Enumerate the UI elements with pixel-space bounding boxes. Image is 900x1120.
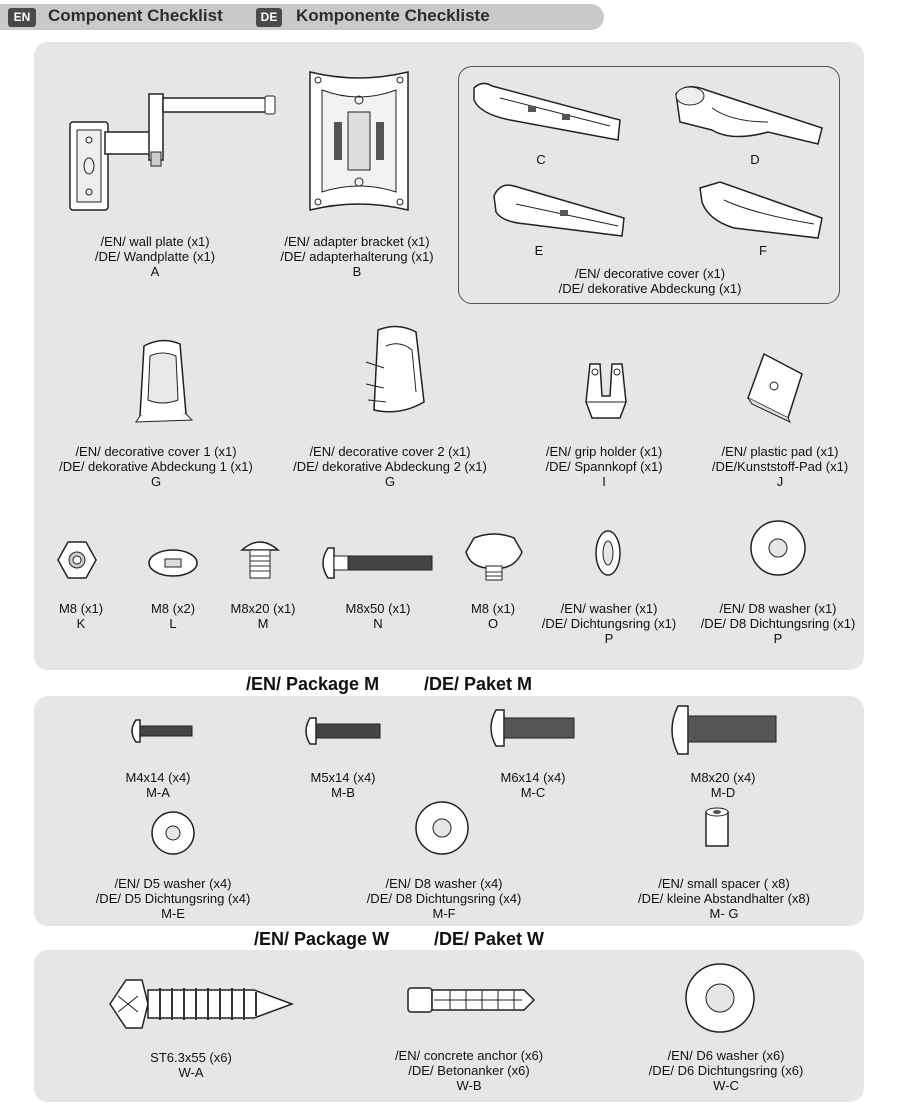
d5-washer-image xyxy=(150,810,196,856)
cover-d-label: D xyxy=(750,152,760,167)
screw-m5-image xyxy=(302,716,382,746)
decorative-cover-2-image xyxy=(364,322,432,422)
caption-screw-m8: M8x20 (x4) M-D xyxy=(690,770,756,800)
plastic-pad-image xyxy=(744,352,806,422)
grip-holder-image xyxy=(580,362,632,422)
package-m-title-en: /EN/ Package M xyxy=(246,674,380,694)
caption-adapter-bracket: /EN/ adapter bracket (x1) /DE/ adapterhalterung (x1) B xyxy=(280,234,434,279)
nut-image xyxy=(56,540,98,582)
wall-plate-image xyxy=(65,92,285,212)
package-m-title-de: /DE/ Paket M xyxy=(424,674,533,694)
caption-d5-washer: /EN/ D5 washer (x4) /DE/ D5 Dichtungsring (x4) M-E xyxy=(95,876,251,921)
caption-short-carriage-bolt: M8x20 (x1) M xyxy=(230,601,296,631)
small-spacer-image xyxy=(702,806,732,850)
caption-plastic-pad: /EN/ plastic pad (x1) /DE/Kunststoff-Pad (x1) J xyxy=(711,444,849,489)
caption-concrete-anchor: /EN/ concrete anchor (x6) /DE/ Betonanker (x6) W-B xyxy=(394,1048,544,1093)
caption-decorative-cover-1: /EN/ decorative cover 1 (x1) /DE/ dekorative Abdeckung 1 (x1) G xyxy=(59,444,253,489)
d8-washer-m-image xyxy=(414,800,470,856)
d8-washer-image xyxy=(749,519,807,577)
caption-grip-holder: /EN/ grip holder (x1) /DE/ Spannkopf (x1) I xyxy=(545,444,663,489)
cover-f-label: F xyxy=(759,243,767,258)
package-w-title-de: /DE/ Paket W xyxy=(434,929,545,949)
caption-screw-m4: M4x14 (x4) M-A xyxy=(125,770,191,800)
caption-decorative-cover-2: /EN/ decorative cover 2 (x1) /DE/ dekorative Abdeckung 2 (x1) G xyxy=(293,444,487,489)
wood-screw-image xyxy=(104,974,294,1036)
package-w-title-en: /EN/ Package W xyxy=(254,929,390,949)
short-carriage-bolt-image xyxy=(240,536,280,580)
caption-long-carriage-bolt: M8x50 (x1) N xyxy=(345,601,411,631)
caption-wood-screw: ST6.3x55 (x6) W-A xyxy=(150,1050,232,1080)
screw-m8-image xyxy=(666,704,778,756)
star-knob-image xyxy=(462,532,526,582)
caption-screw-m6: M6x14 (x4) M-C xyxy=(500,770,566,800)
title-de: Komponente Checkliste xyxy=(296,6,490,25)
cover-c-image xyxy=(470,80,625,145)
cover-c-label: C xyxy=(536,152,546,167)
screw-m4-image xyxy=(128,718,194,744)
adapter-bracket-image xyxy=(304,70,414,215)
long-carriage-bolt-image xyxy=(318,546,436,580)
title-en: Component Checklist xyxy=(48,6,223,25)
caption-small-spacer: /EN/ small spacer ( x8) /DE/ kleine Abstandhalter (x8) M- G xyxy=(638,876,810,921)
spring-washer-image xyxy=(592,528,624,578)
badge-de: DE xyxy=(256,8,282,27)
cover-f-image xyxy=(694,180,829,242)
concrete-anchor-image xyxy=(404,980,536,1020)
decorative-cover-1-image xyxy=(132,336,194,424)
caption-d8-washer: /EN/ D8 washer (x1) /DE/ D8 Dichtungsring (x1) P xyxy=(700,601,856,646)
caption-d6-washer: /EN/ D6 washer (x6) /DE/ D6 Dichtungsring (x6) W-C xyxy=(648,1048,804,1093)
square-washer-image xyxy=(147,547,199,579)
cover-d-image xyxy=(672,82,827,147)
screw-m6-image xyxy=(486,708,576,748)
caption-d8-washer-m: /EN/ D8 washer (x4) /DE/ D8 Dichtungsring (x4) M-F xyxy=(366,876,522,921)
caption-square-washer: M8 (x2) L xyxy=(150,601,196,631)
caption-screw-m5: M5x14 (x4) M-B xyxy=(310,770,376,800)
caption-decorative-cover: /EN/ decorative cover (x1) /DE/ dekorative Abdeckung (x1) xyxy=(558,266,742,296)
caption-wall-plate: /EN/ wall plate (x1) /DE/ Wandplatte (x1) A xyxy=(94,234,216,279)
badge-en: EN xyxy=(8,8,36,27)
cover-e-image xyxy=(490,182,630,242)
cover-e-label: E xyxy=(534,243,544,258)
caption-nut: M8 (x1) K xyxy=(58,601,104,631)
caption-star-knob: M8 (x1) O xyxy=(470,601,516,631)
caption-spring-washer: /EN/ washer (x1) /DE/ Dichtungsring (x1) P xyxy=(541,601,677,646)
d6-washer-image xyxy=(684,962,756,1034)
